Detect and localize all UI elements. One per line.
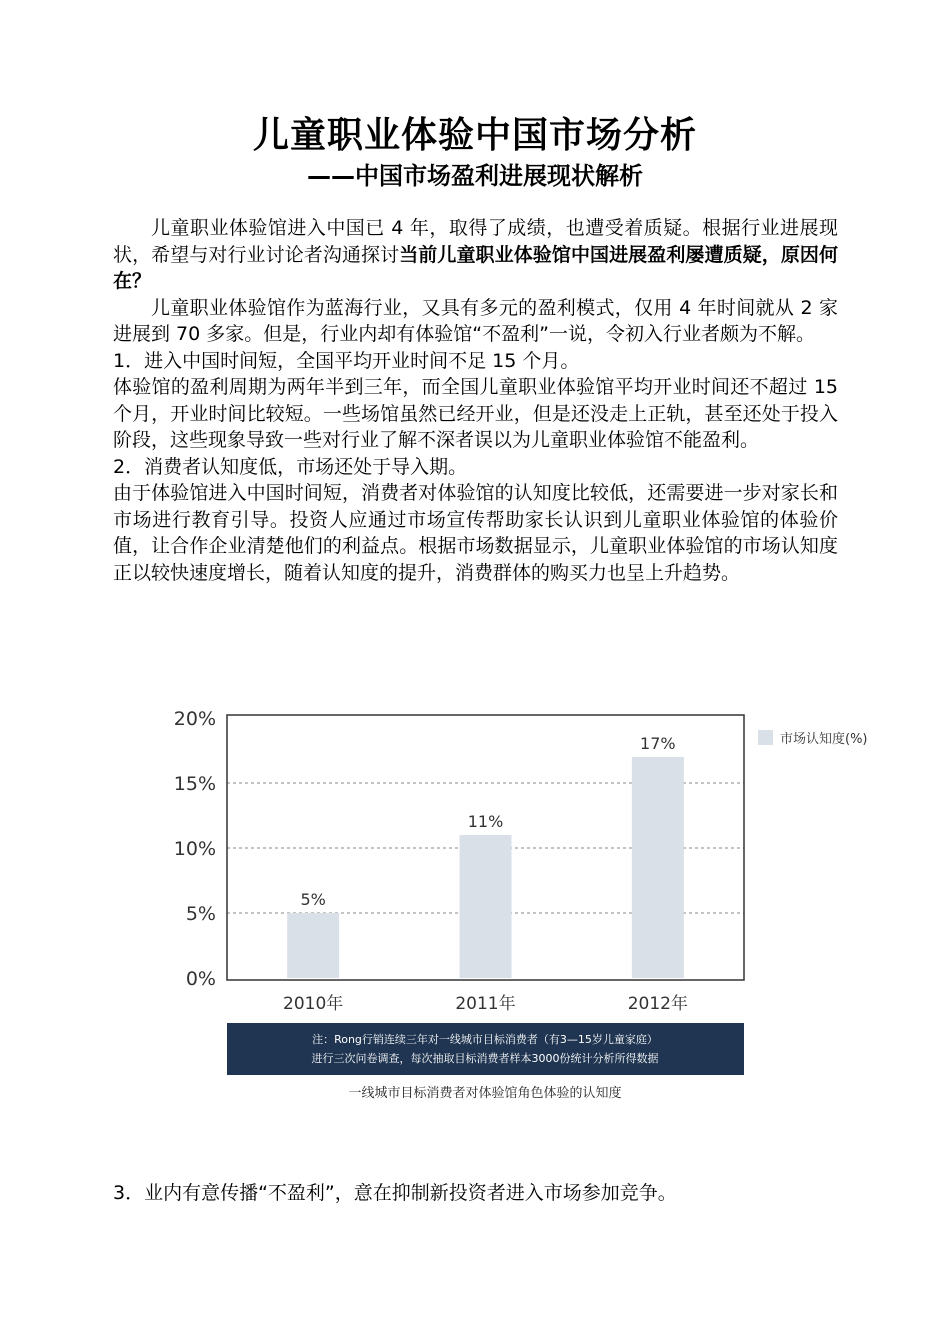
chart-caption: 一线城市目标消费者对体验馆角色体验的认知度 [348,1086,622,1101]
bar-value-label: 5% [300,890,326,909]
chart-note-line-2: 进行三次问卷调查，每次抽取目标消费者样本3000份统计分析所得数据 [311,1052,659,1065]
paragraph-intro-text: 儿童职业体验馆进入中国已 4 年，取得了成绩，也遭受着质疑。根据行业进展现状，希望与对行业讨论者沟通探讨 [113,217,838,266]
awareness-chart [170,700,900,1110]
chart-bar [287,913,339,978]
legend-swatch [758,730,773,745]
paragraph-blue-ocean: 儿童职业体验馆作为蓝海行业，又具有多元的盈利模式，仅用 4 年时间就从 2 家进展到 70 多家。但是，行业内却有体验馆“不盈利”一说，令初入行业者颇为不解。 [113,296,838,345]
chart-y-ticks [174,708,216,990]
chart-note-box [227,1023,744,1075]
section-heading-2: 2．消费者认知度低，市场还处于导入期。 [113,455,468,478]
x-tick-label: 2010年 [283,994,344,1014]
y-tick-label: 15% [173,773,216,795]
y-tick-label: 20% [173,708,216,730]
chart-bar [460,835,512,978]
document-title: 儿童职业体验中国市场分析 [252,115,697,156]
section-heading-3: 3．业内有意传播“不盈利”，意在抑制新投资者进入市场参加竞争。 [113,1182,677,1204]
chart-bar [632,757,684,978]
paragraph-awareness: 由于体验馆进入中国时间短，消费者对体验馆的认知度比较低，还需要进一步对家长和市场进行教育引导。投资人应通过市场宣传帮助家长认识到儿童职业体验馆的体验价值，让合作企业清楚他们的利益点。根据市场数据显示，儿童职业体验馆的市场认知度正以较快速度增长，随着认知度的提升，消费群体的购买力也呈上升趋势。 [113,482,838,584]
y-tick-label: 10% [173,838,216,860]
paragraph-intro [113,215,838,295]
paragraph-intro-question: 当前儿童职业体验馆中国进展盈利屡遭质疑，原因何在？ [113,243,838,292]
document-subtitle: ——中国市场盈利进展现状解析 [307,162,643,190]
y-tick-label: 5% [185,903,216,925]
x-tick-label: 2011年 [455,994,516,1014]
bar-value-label: 11% [467,812,504,831]
bar-value-label: 17% [640,734,676,753]
awareness-chart-svg [170,700,900,1110]
chart-legend [758,730,868,747]
document-body [113,215,838,586]
paragraph-profit-cycle: 体验馆的盈利周期为两年半到三年，而全国儿童职业体验馆平均开业时间还不超过 15 个月，开业时间比较短。一些场馆虽然已经开业，但是还没走上正轨，甚至还处于投入阶段，这些现象导致一些对行业了解不深者误以为儿童职业体验馆不能盈利。 [113,376,838,451]
chart-note-line-1: 注：Rong行销连续三年对一线城市目标消费者（有3—15岁儿童家庭） [312,1033,658,1046]
y-tick-label: 0% [185,968,216,990]
chart-x-ticks [283,993,688,1014]
x-tick-label: 2012年 [627,994,688,1014]
chart-bars [287,734,684,978]
legend-label: 市场认知度(%) [780,732,868,747]
section-heading-1: 1．进入中国时间短，全国平均开业时间不足 15 个月。 [113,349,580,372]
